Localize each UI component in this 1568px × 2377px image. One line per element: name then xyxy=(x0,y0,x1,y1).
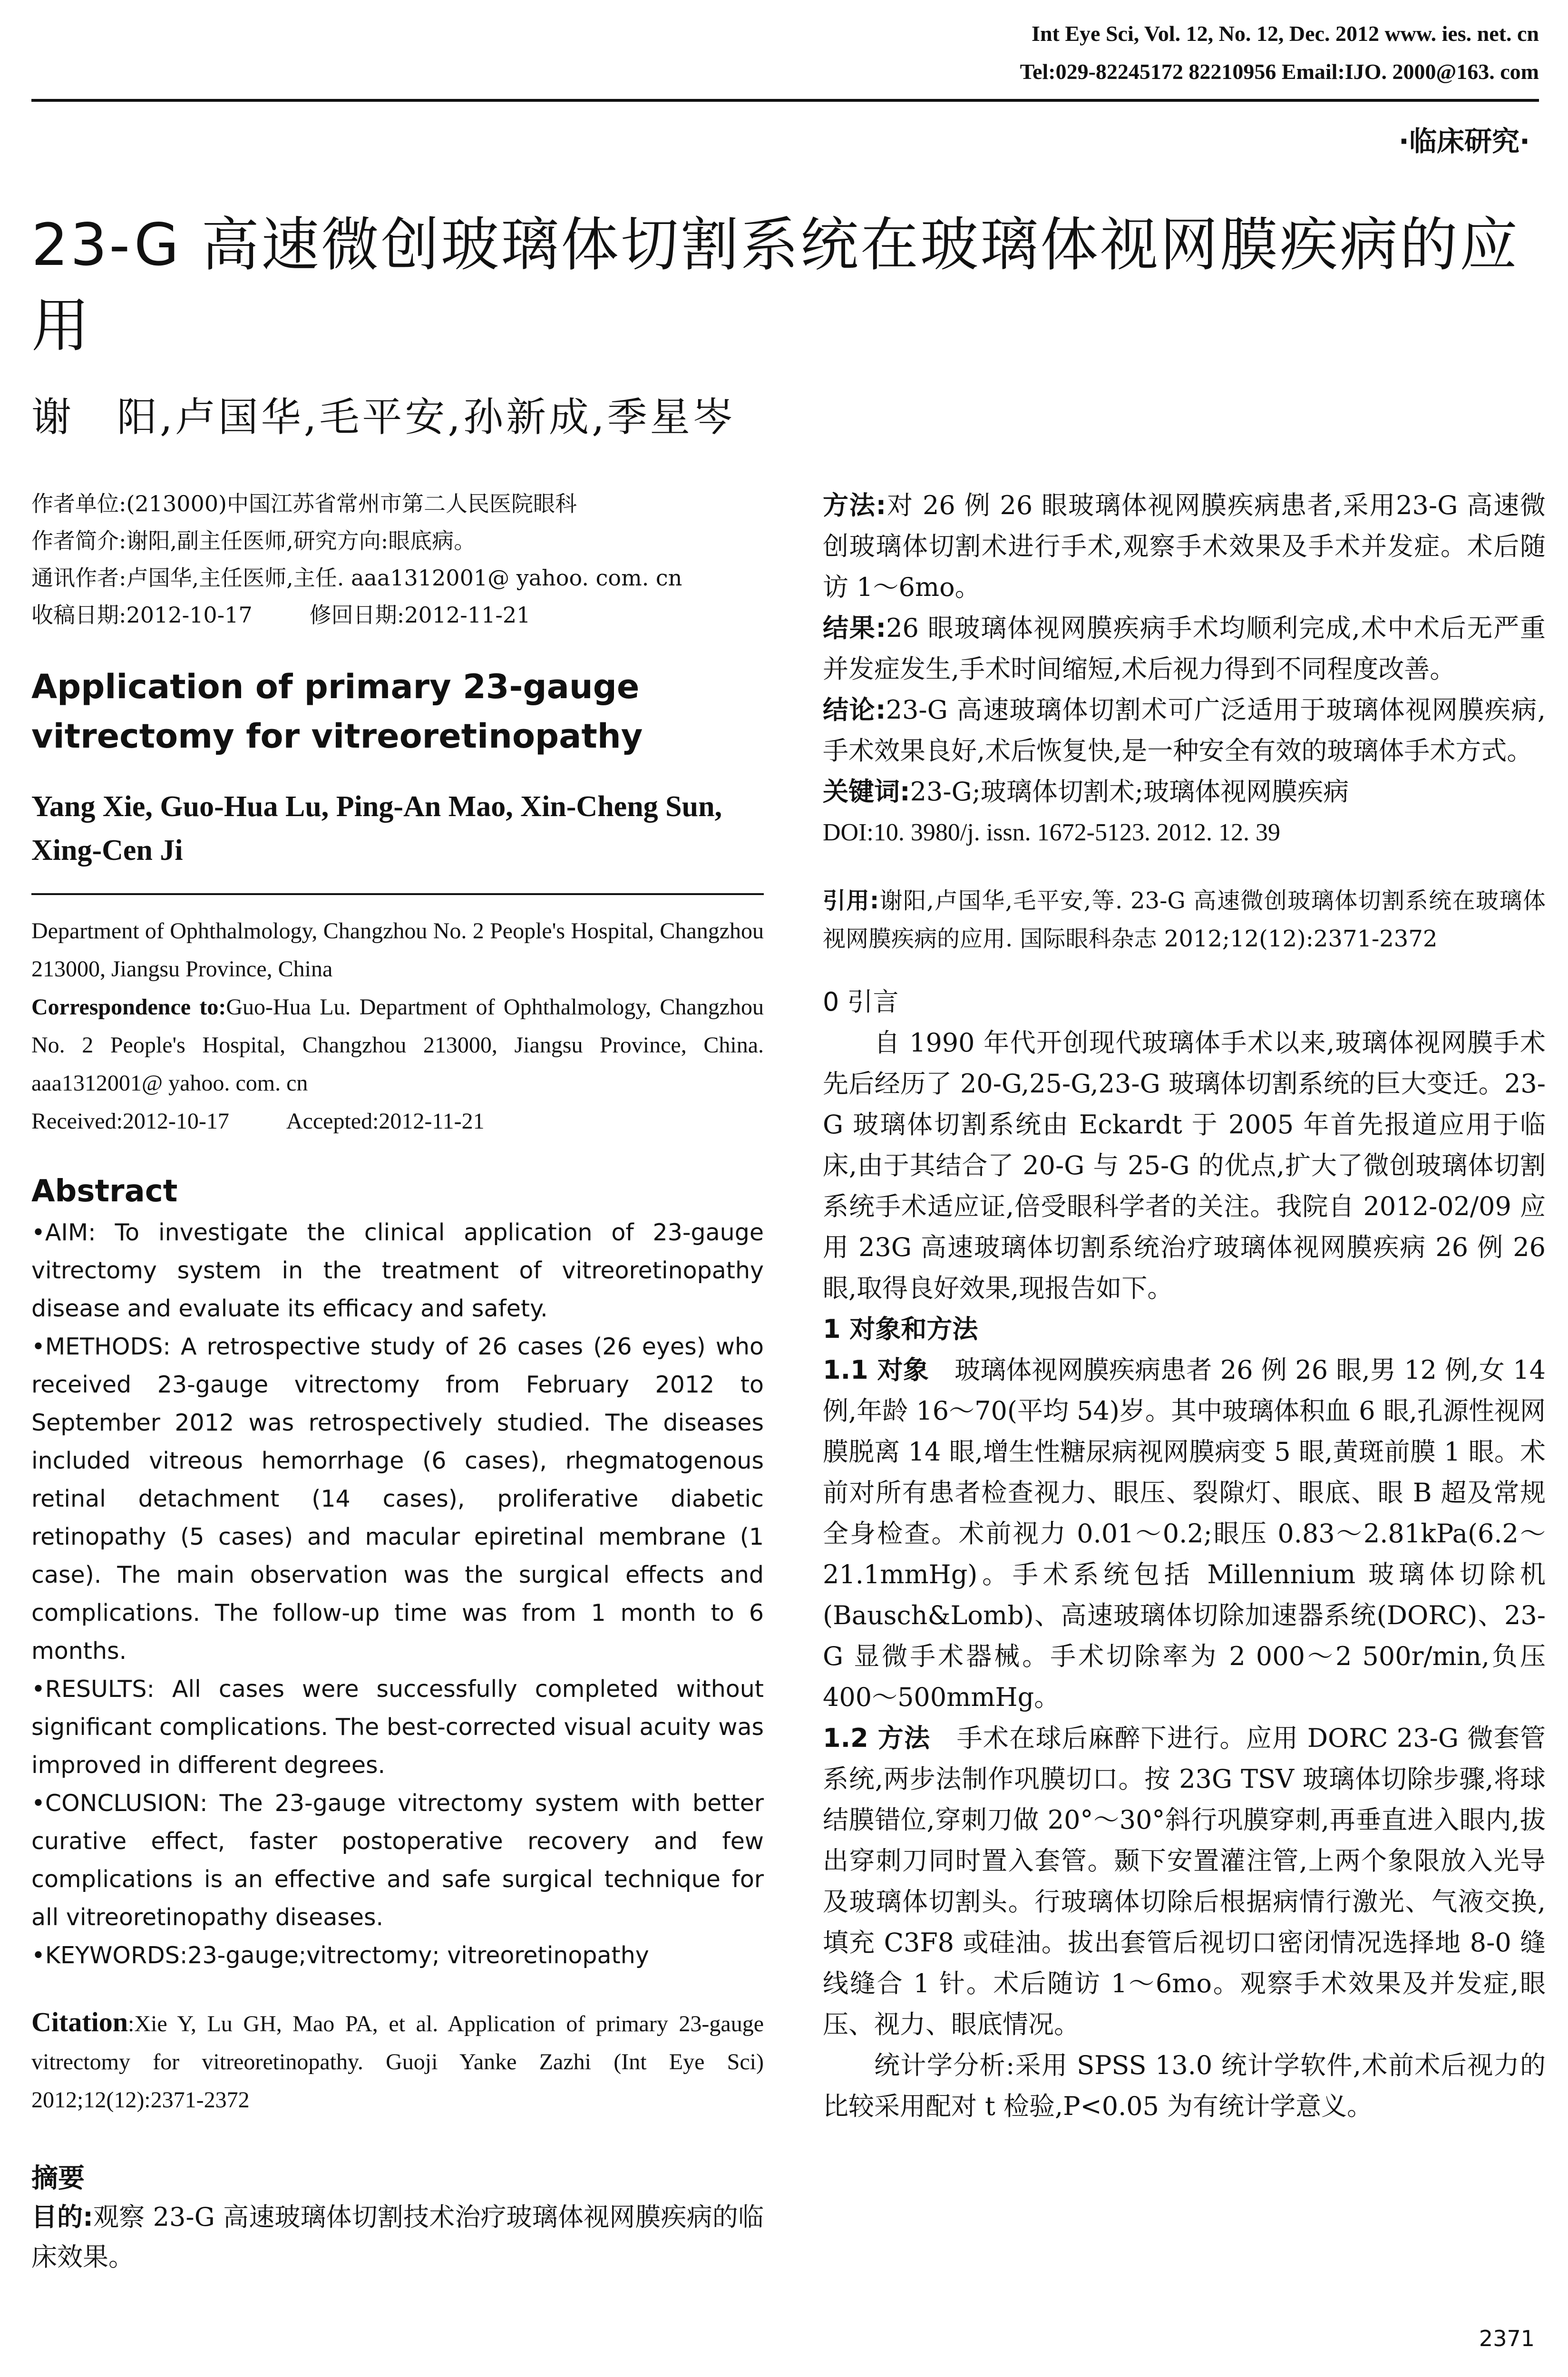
conclusion-text-cn: 23-G 高速玻璃体切割术可广泛适用于玻璃体视网膜疾病,手术效果良好,术后恢复快,是一种安全有效的玻璃体手术方式。 xyxy=(823,695,1546,766)
left-column xyxy=(31,485,764,2277)
method-label-cn: 方法: xyxy=(823,490,886,520)
conclusion-label-cn: 结论: xyxy=(823,695,886,725)
result-text-cn: 26 眼玻璃体视网膜疾病手术均顺利完成,术中术后无严重并发症发生,手术时间缩短,术后视力得到不同程度改善。 xyxy=(823,613,1546,684)
author-info xyxy=(31,485,764,633)
abstract-keywords: •KEYWORDS:23-gauge;vitrectomy; vitreoretinopathy xyxy=(31,1942,649,1969)
method-cn xyxy=(823,485,1546,608)
abstract-conclusion: •CONCLUSION: The 23-gauge vitrectomy system with better curative effect, faster postoperative recovery and few complications is an effective and safe surgical technique for all vitreoretinopathy diseases. xyxy=(31,1790,764,1931)
methods-label: 1.2 方法 xyxy=(823,1723,931,1753)
conclusion-cn xyxy=(823,690,1546,771)
correspondence-text: Guo-Hua Lu. Department of Ophthalmology, Changzhou No. 2 People's Hospital, Changzhou 213000, Jiangsu Province, China. aaa1312001@ yahoo. com. cn xyxy=(31,994,764,1096)
citation-label: Citation xyxy=(31,2007,128,2037)
received-date-cn: 收稿日期:2012-10-17 xyxy=(31,602,253,628)
correspondence-label: Correspondence to: xyxy=(31,994,226,1020)
keywords-text-cn: 23-G;玻璃体切割术;玻璃体视网膜疾病 xyxy=(910,777,1349,807)
methods-text: 手术在球后麻醉下进行。应用 DORC 23-G 微套管系统,两步法制作巩膜切口。按 23G TSV 玻璃体切除步骤,将球结膜错位,穿刺刀做 20°～30°斜行巩膜穿刺,再垂直进入眼内,拔出穿刺刀同时置入套管。颞下安置灌注管,上两个象限放入光导及玻璃体切割头。行玻璃体切除后根据病情行激光、气液交换,填充 C3F8 或硅油。拔出套管后视切口密闭情况选择地 8-0 缝线缝合 1 针。术后随访 1～6mo。观察手术效果及并发症,眼压、视力、眼底情况。 xyxy=(823,1723,1546,2039)
received-date-en: Received:2012-10-17 xyxy=(31,1109,229,1134)
aim-text-cn: 观察 23-G 高速玻璃体切割技术治疗玻璃体视网膜疾病的临床效果。 xyxy=(31,2202,764,2272)
article-title-en: Application of primary 23-gauge vitrectomy for vitreoretinopathy xyxy=(31,667,643,756)
dates-line xyxy=(31,596,764,633)
header-divider xyxy=(31,99,1539,102)
abstract-aim: •AIM: To investigate the clinical application of 23-gauge vitrectomy system in the treatment of vitreoretinopathy disease and evaluate its efficacy and safety. xyxy=(31,1219,764,1322)
journal-info-line: Int Eye Sci, Vol. 12, No. 12, Dec. 2012 www. ies. net. cn xyxy=(1032,21,1539,46)
correspondence xyxy=(31,988,764,1102)
revised-date-cn: 修回日期:2012-11-21 xyxy=(309,602,531,628)
abstract-cn-left xyxy=(31,2197,764,2277)
aim-label-cn: 目的: xyxy=(31,2202,93,2232)
author-unit: 作者单位:(213000)中国江苏省常州市第二人民医院眼科 xyxy=(31,491,577,516)
citation-text: :Xie Y, Lu GH, Mao PA, et al. Application of primary 23-gauge vitrectomy for vitreoretinopathy. Guoji Yanke Zazhi (Int Eye Sci) 2012;12(12):2371-2372 xyxy=(31,2011,764,2113)
abstract-heading-cn: 摘要 xyxy=(31,2163,85,2194)
statistics-paragraph: 统计学分析:采用 SPSS 13.0 统计学软件,术前术后视力的比较采用配对 t 检验,P<0.05 为有统计学意义。 xyxy=(823,2050,1546,2121)
citation-label-cn: 引用: xyxy=(823,887,879,914)
keywords-cn xyxy=(823,771,1546,812)
result-cn xyxy=(823,608,1546,690)
methods-heading: 1 对象和方法 xyxy=(823,1314,978,1344)
divider xyxy=(31,893,764,895)
journal-contact-line: Tel:029-82245172 82210956 Email:IJO. 2000@163. com xyxy=(1020,59,1539,84)
abstract-heading: Abstract xyxy=(31,1174,178,1209)
subjects-label: 1.1 对象 xyxy=(823,1355,929,1385)
authors-cn: 谢 阳,卢国华,毛平安,孙新成,季星岑 xyxy=(31,394,736,440)
intro-text: 自 1990 年代开创现代玻璃体手术以来,玻璃体视网膜手术先后经历了 20-G,25-G,23-G 玻璃体切割系统的巨大变迁。23-G 玻璃体切割系统由 Eckardt 于 2005 年首先报道应用于临床,由于其结合了 20-G 与 25-G 的优点,扩大了微创玻璃体切割系统手术适应证,倍受眼科学者的关注。我院自 2012-02/09 应用 23G 高速玻璃体切割系统治疗玻璃体视网膜疾病 26 例 26 眼,取得良好效果,现报告如下。 xyxy=(823,1028,1546,1303)
abstract-en xyxy=(31,1214,764,1975)
citation-text-cn: 谢阳,卢国华,毛平安,等. 23-G 高速微创玻璃体切割系统在玻璃体视网膜疾病的应用. 国际眼科杂志 2012;12(12):2371-2372 xyxy=(823,887,1546,952)
citation-en xyxy=(31,2003,764,2119)
doi: DOI:10. 3980/j. issn. 1672-5123. 2012. 12. 39 xyxy=(823,819,1280,846)
affiliation-en xyxy=(31,912,764,1140)
right-column xyxy=(823,485,1546,2127)
subjects-paragraph xyxy=(823,1350,1546,1718)
dates-en xyxy=(31,1102,764,1140)
page-number: 2371 xyxy=(1479,2326,1535,2351)
intro-heading: 0 引言 xyxy=(823,987,899,1017)
article-title-cn: 23-G 高速微创玻璃体切割系统在玻璃体视网膜疾病的应用 xyxy=(31,211,1520,360)
authors-en: Yang Xie, Guo-Hua Lu, Ping-An Mao, Xin-Cheng Sun, Xing-Cen Ji xyxy=(31,790,722,867)
department: Department of Ophthalmology, Changzhou No. 2 People's Hospital, Changzhou 213000, Jiangsu Province, China xyxy=(31,918,764,982)
aim-cn xyxy=(31,2197,764,2277)
keywords-label-cn: 关键词: xyxy=(823,777,910,807)
result-label-cn: 结果: xyxy=(823,613,886,643)
method-text-cn: 对 26 例 26 眼玻璃体视网膜疾病患者,采用23-G 高速微创玻璃体切割术进行手术,观察手术效果及手术并发症。术后随访 1～6mo。 xyxy=(823,490,1546,602)
citation-cn xyxy=(823,882,1546,958)
corresponding-author: 通讯作者:卢国华,主任医师,主任. aaa1312001@ yahoo. com. cn xyxy=(31,565,682,591)
abstract-results: •RESULTS: All cases were successfully completed without significant complications. The best-corrected visual acuity was improved in different degrees. xyxy=(31,1676,764,1779)
author-intro: 作者简介:谢阳,副主任医师,研究方向:眼底病。 xyxy=(31,528,476,554)
abstract-methods: •METHODS: A retrospective study of 26 cases (26 eyes) who received 23-gauge vitrectomy from February 2012 to September 2012 was retrospectively studied. The diseases included vitreous hemorrhage (6 cases), rhegmatogenous retinal detachment (14 cases), proliferative diabetic retinopathy (5 cases) and macular epiretinal membrane (1 case). The main observation was the surgical effects and complications. The follow-up time was from 1 month to 6 months. xyxy=(31,1333,764,1665)
section-tag: ·临床研究· xyxy=(1398,125,1530,157)
subjects-text: 玻璃体视网膜疾病患者 26 例 26 眼,男 12 例,女 14 例,年龄 16～70(平均 54)岁。其中玻璃体积血 6 眼,孔源性视网膜脱离 14 眼,增生性糖尿病视网膜病变 5 眼,黄斑前膜 1 眼。术前对所有患者检查视力、眼压、裂隙灯、眼底、眼 B 超及常规全身检查。术前视力 0.01～0.2;眼压 0.83～2.81kPa(6.2～21.1mmHg)。手术系统包括 Millennium 玻璃体切除机(Bausch&Lomb)、高速玻璃体切除加速器系统(DORC)、23-G 显微手术器械。手术切除率为 2 000～2 500r/min,负压 400～500mmHg。 xyxy=(823,1355,1546,1712)
methods-paragraph xyxy=(823,1718,1546,2045)
accepted-date-en: Accepted:2012-11-21 xyxy=(286,1109,485,1134)
